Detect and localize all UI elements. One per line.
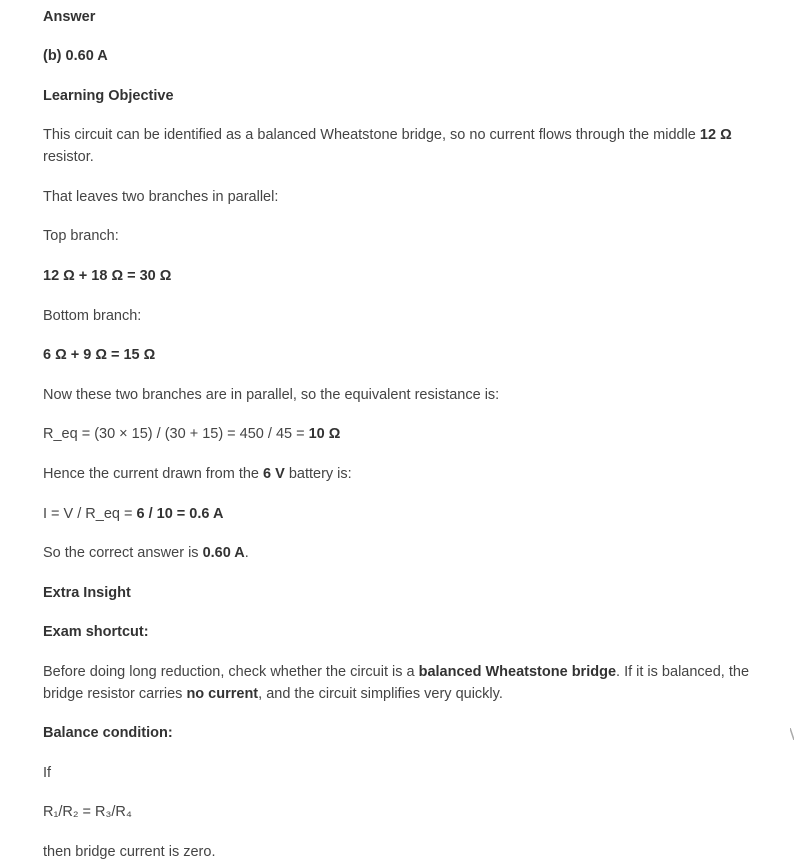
text-segment: bridge resistor carries	[43, 686, 187, 702]
current-equation	[43, 503, 223, 525]
top-branch-equation: 12 Ω + 18 Ω = 30 Ω	[43, 268, 172, 284]
equation-result: 6 / 10 = 0.6 A	[136, 506, 224, 522]
paragraph-current-drawn	[43, 463, 352, 485]
ratio-equation: R₁/R₂ = R₃/R₄	[43, 804, 132, 820]
equation-text: I = V / R_eq =	[43, 506, 137, 522]
highlight-no-current: no current	[186, 686, 259, 702]
battery-voltage: 6 V	[263, 466, 285, 482]
if-text: If	[43, 765, 52, 781]
bottom-branch-label: Bottom branch:	[43, 308, 142, 324]
equation-result: 10 Ω	[308, 426, 341, 442]
bottom-branch-equation: 6 Ω + 9 Ω = 15 Ω	[43, 347, 156, 363]
answer-value: (b) 0.60 A	[43, 48, 108, 64]
balance-condition-heading: Balance condition:	[43, 725, 173, 741]
paragraph-two-branches: That leaves two branches in parallel:	[43, 189, 279, 205]
text-segment: Hence the current drawn from the	[43, 466, 264, 482]
text-segment: , and the circuit simplifies very quickly.	[258, 686, 503, 702]
answer-heading: Answer	[43, 9, 96, 25]
text-segment: battery is:	[284, 466, 352, 482]
top-branch-label: Top branch:	[43, 228, 119, 244]
highlight-resistor: 12 Ω	[699, 127, 732, 143]
equivalent-resistance-equation	[43, 423, 340, 445]
extra-insight-heading: Extra Insight	[43, 585, 131, 601]
text-segment: .	[244, 545, 249, 561]
equation-text: R_eq = (30 × 15) / (30 + 15) = 450 / 45 =	[43, 426, 309, 442]
exam-shortcut-heading: Exam shortcut:	[43, 624, 149, 640]
paragraph-parallel: Now these two branches are in parallel, so the equivalent resistance is:	[43, 387, 500, 403]
text-segment: . If it is balanced, the	[616, 664, 750, 680]
paragraph-balanced-bridge-line2: resistor.	[43, 149, 94, 165]
final-statement: then bridge current is zero.	[43, 844, 216, 860]
shortcut-paragraph-line1	[43, 661, 749, 683]
text-segment: Before doing long reduction, check whether the circuit is a	[43, 664, 419, 680]
highlight-balanced-bridge: balanced Wheatstone bridge	[418, 664, 617, 680]
shortcut-paragraph-line2	[43, 683, 503, 705]
conclusion	[43, 542, 249, 564]
paragraph-text: This circuit can be identified as a balanced Wheatstone bridge, so no current flows through the middle	[43, 127, 700, 143]
scroll-indicator-icon[interactable]	[790, 728, 794, 740]
text-segment: So the correct answer is	[43, 545, 203, 561]
final-answer: 0.60 A	[202, 545, 245, 561]
learning-objective-heading: Learning Objective	[43, 88, 174, 104]
paragraph-balanced-bridge-line1	[43, 124, 732, 146]
